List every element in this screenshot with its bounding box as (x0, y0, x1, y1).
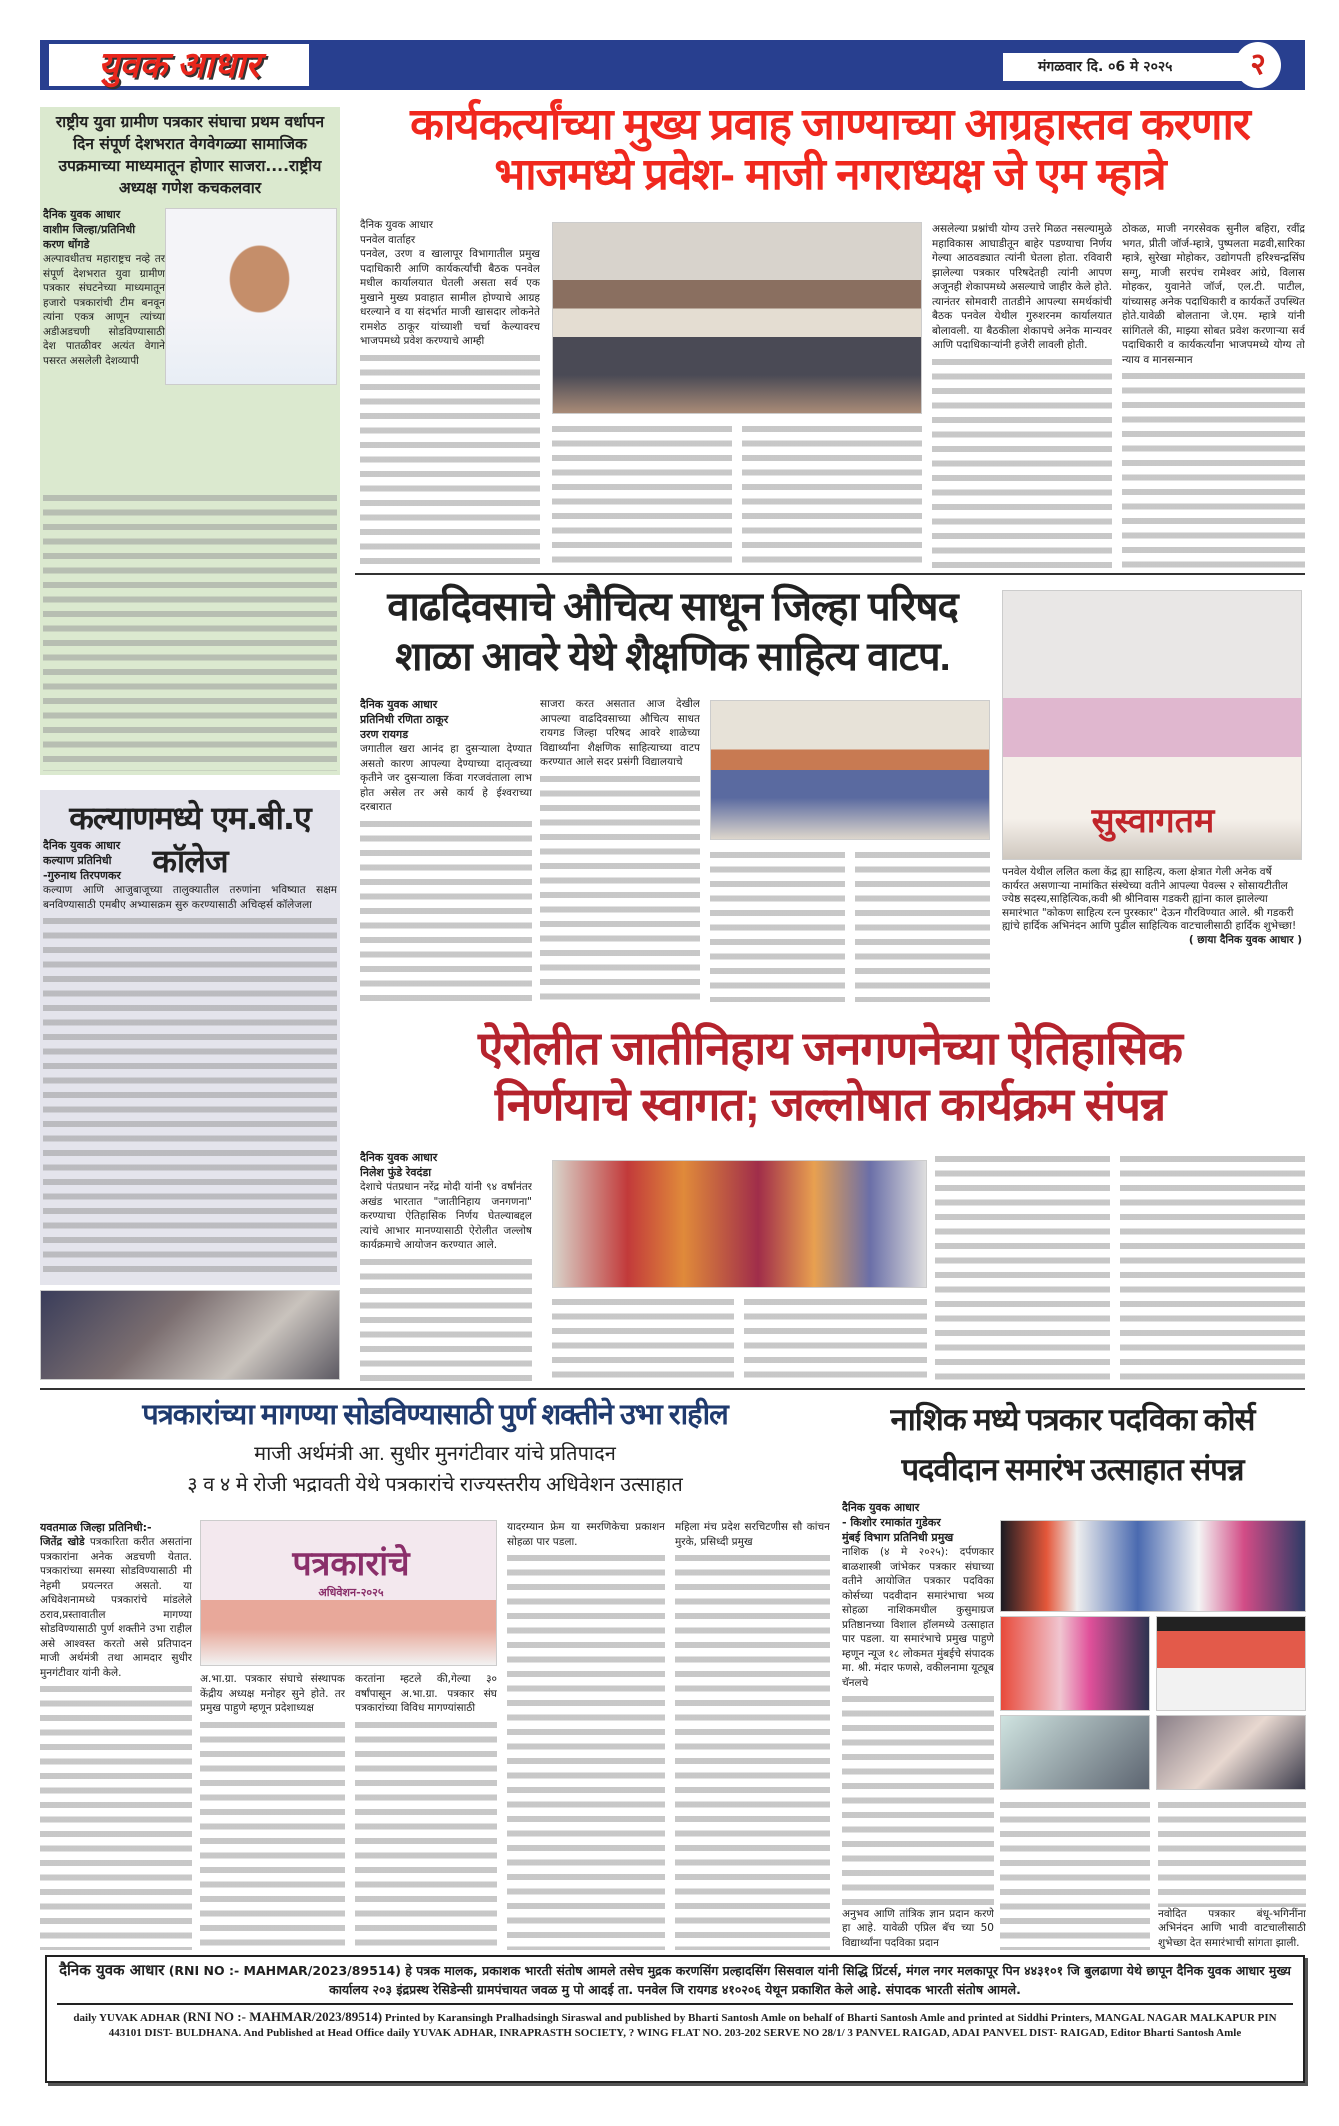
lead-column-2 (552, 420, 732, 568)
byline-paper: दैनिक युवक आधार (360, 698, 438, 711)
airoli-headline (355, 1020, 1305, 1132)
byline-place: पनवेल वार्ताहर (360, 233, 416, 246)
graduation-group-photo (1000, 1520, 1306, 1612)
byline-paper: दैनिक युवक आधार (43, 839, 121, 852)
school-distribution-photo (710, 700, 990, 840)
patrakar-column-2 (200, 1672, 345, 1950)
issue-date: मंगळवार दि. ०6 मे २०२५ (1003, 53, 1248, 81)
airoli-headline-line-1: ऐरोलीत जातीनिहाय जनगणनेच्या ऐतिहासिक (478, 1022, 1182, 1074)
zp-headline-line-1: वाढदिवसाचे औचित्य साधून जिल्हा परिषद (387, 585, 958, 629)
byline-paper: दैनिक युवक आधार (43, 208, 121, 221)
masthead (40, 40, 1305, 90)
section-divider (355, 573, 1305, 575)
zp-column-4 (855, 846, 990, 1002)
nashik-tail-text: अनुभव आणि तांत्रिक ज्ञान प्रदान करणे हा आहे. यावेळी एप्रिल बॅच च्या 50 विद्यार्थ्यांना पदविका प्रदान (842, 1907, 994, 1949)
patrakar-col4-text: यादरम्यान फ्रेम या स्मरणिकेचा प्रकाशन सोहळा पार पडला. (507, 1521, 665, 1548)
convention-banner-subtext: अधिवेशन-२०२५ (318, 1586, 384, 1599)
lead-headline-line-2: भाजमध्ये प्रवेश- माजी नगराध्यक्ष जे एम म्हात्रे (494, 150, 1166, 199)
airoli-column-2 (552, 1293, 734, 1383)
kalyan-body (43, 838, 337, 1278)
patrakar-col3-text: करतांना म्हटले की,गेल्या ३० वर्षांपासून अ.भा.ग्रा. पत्रकार संघ पत्रकारांच्या विविध मागण्यांसाठी (355, 1673, 497, 1714)
newspaper-logo: युवक आधार (49, 44, 309, 86)
patrakar-subhead-2: ३ व ४ मे रोजी भद्रावती येथे पत्रकारांचे राज्यस्तरीय अधिवेशन उत्साहात (187, 1474, 683, 1496)
patrakar-column-3 (355, 1672, 497, 1950)
lead-column-4 (932, 222, 1112, 568)
page-number: २ (1235, 42, 1281, 88)
byline-reporter: जितेंद्र खोडे (40, 1536, 85, 1548)
nashik-closing-text: नवोदित पत्रकार बंधू-भगिनींना अभिनंदन आणि भावी वाटचालीसाठी शुभेच्छा देत समारंभाची सांगता झाली. (1158, 1907, 1306, 1949)
nashik-headline-line-1: नाशिक मध्ये पत्रकार पदविका कोर्स (890, 1402, 1255, 1437)
imprint-marathi-text: (RNI NO :- MAHMAR/2023/89514) हे पत्रक मालक, प्रकाशक भारती संतोष आमले तसेच मुद्रक करणसिंग प्रल्हादसिंग सिसवाल यांनी सिद्धि प्रिंटर्स, मंगल नगर मलकापूर पिन ४४३१०१ जि बुलढाणा येथे छापून दैनिक युवक आधार मुख्य कार्यालय २०३ इंद्रप्रस्थ रेसिडेन्सी ग्रामपंचायत जवळ मु पो आदई ता. पनवेल जि रायगड ४१०२०६ येथून प्रकाशित केले आहे. संपादक भारती संतोष आमले. (168, 1963, 1291, 1997)
imprint-footer (45, 1955, 1305, 2083)
airoli-column-1 (360, 1150, 532, 1382)
nashik-headline (840, 1395, 1305, 1495)
welcome-banner-text: सुस्वागतम (1091, 801, 1215, 841)
imprint-english-text: Printed by Karansingh Pralhadsingh Siraswal and published by Bharti Santosh Amle on behalf of Bharti Santosh Amle and printed at Siddhi Printers, MANGAL NAGAR MALKAPUR PIN 443101 DIST- BULDHANA. And Published at Head Office daily YUVAK ADHAR, INRAPRASTH SOCIETY, ? WING FLAT NO. 203-202 SERVE NO 28/1/ 3 PANVEL RAIGAD, ADAI PANVEL DIST- RAIGAD, Editor Bharti Santosh Amle (108, 2012, 1277, 2039)
nashik-column-2 (1000, 1796, 1150, 1950)
byline-paper: दैनिक युवक आधार (360, 219, 434, 231)
zp-headline (355, 582, 990, 682)
patrakar-col2-text: अ.भा.ग्रा. पत्रकार संघाचे संस्थापक केंद्रीय अध्यक्ष मनोहर सुने होते. तर प्रमुख पाहुणे म्हणून प्रदेशाध्यक्ष (200, 1673, 345, 1714)
section-divider (40, 1388, 1305, 1390)
byline-reporter: करण धोंगडे (43, 238, 90, 251)
lead-col4-text: असलेल्या प्रश्नांची योग्य उत्तरे मिळत नसल्यामुळे महाविकास आघाडीतून बाहेर पडण्याचा निर्णय गेल्या आठवड्यात त्यांनी घेतला होता. रविवारी झालेल्या पत्रकार परिषदेतही त्यांनी आपण अजूनही शेकापमध्ये असल्याचे जाहीर केले होते. त्यानंतर सोमवारी तातडीने आपल्या समर्थकांची बैठक पनवेल येथील गुरुशरनम कार्यालयात बोलावली. या बैठकीला शेकापचे अनेक मान्यवर आणि पदाधिकाऱ्यांनी हजेरी लावली होती. (932, 223, 1112, 351)
photo-credit: ( छाया दैनिक युवक आधार ) (1188, 933, 1302, 946)
award-handover-photo (1000, 1616, 1150, 1711)
left-story-box (40, 107, 340, 775)
left-story-body: अल्पावधीतच महाराष्ट्रच नव्हे तर संपूर्ण देशभरात युवा ग्रामीण पत्रकार संघटनेच्या माध्यमातून हजारो पत्रकारांची टीम बनवून त्यांना एकत्र आणून त्यांच्या अडीअडचणी सोडविण्यासाठी देश पातळीवर अत्यंत वेगाने पसरत असलेली देशव्यापी (43, 253, 165, 367)
imprint-rni: (RNI NO :- MAHMAR/2023/89514) (183, 2009, 383, 2024)
zp-headline-line-2: शाळा आवरे येथे शैक्षणिक साहित्य वाटप. (395, 635, 950, 679)
stage-banner-photo (1156, 1616, 1306, 1711)
imprint-divider (57, 2003, 1293, 2005)
caption-text: पनवेल येथील ललित कला केंद्र ह्या साहित्य, कला क्षेत्रात गेली अनेक वर्षे कार्यरत असणाऱ्या नामांकित संस्थेच्या वतीने आपल्या पेवल्स २ सोसायटीतील ज्येष्ठ सदस्य,साहित्यिक,कवी श्री श्रीनिवास गडकरी ह्यांना काल झालेल्या समारंभात "कोकण साहित्य रत्न पुरस्कार" देऊन गौरविण्यात आले. श्री गडकरी ह्यांचे हार्दिक अभिनंदन आणि पुढील साहित्यिक वाटचालीसाठी हार्दिक शुभेच्छा! (1002, 866, 1297, 932)
byline-designation: मुंबई विभाग प्रतिनिधी प्रमुख (842, 1531, 954, 1544)
zp-col1-text: जगातील खरा आनंद हा दुसऱ्याला देण्यात असतो कारण आपल्या देण्याच्या दातृत्वच्या कृतीने जर दुसऱ्याला किंवा गरजवंताला लाभ होत असेल तर असे कार्य हे ईश्वराच्या दरबारात (360, 743, 532, 813)
lead-col1-text: पनवेल, उरण व खालापूर विभागातील प्रमुख पदाधिकारी आणि कार्यकर्त्यांची बैठक पनवेल मधील कार्यालयात घेतली असता सर्व एक मुखाने मुख्य प्रवाहात सामील होण्याचे आग्रह धरल्याने व या संदर्भात माजी खासदार लोकनेते रामशेठ ठाकूर यांच्याशी चर्चा केल्यावरच भाजपमध्ये प्रवेश करण्याचे आम्ही (360, 248, 540, 347)
airoli-column-3 (744, 1293, 927, 1383)
byline-reporter: - किशोर रमाकांत गुडेकर (842, 1516, 941, 1529)
award-photo-caption (1002, 866, 1302, 947)
nashik-body-text: नाशिक (४ मे २०२५): दर्पणकार बाळशास्त्री जांभेकर पत्रकार संघाच्या वतीने आयोजित पत्रकार पदविका कोर्सच्या पदवीदान समारंभाचा भव्य सोहळा नाशिकमधील कुसुमाग्रज प्रतिष्ठानच्या विशाल हॉलमध्ये उत्साहात पार पडला. या समारंभाचे प्रमुख पाहुणे म्हणून न्यूज १८ लोकमत मुंबईचे संपादक मा. श्री. मंदार फणसे, वकीलनामा यूट्यूब चॅनलचे (842, 1546, 994, 1689)
patrakar-body-text: पत्रकारिता करीत असतांना पत्रकारांना अनेक अडचणी येतात. पत्रकारांच्या समस्या सोडविण्यासाठी मी नेहमी प्रयत्नरत असतो. या अधिवेशनामध्ये पत्रकारांचे मांडलेले ठराव,प्रस्तावातील मागण्या सोडविण्यासाठी पुर्ण शक्तीने उभा राहील असे आश्वस्त करतो असे प्रतिपादन माजी अर्थमंत्री तथा आमदार सुधीर मुनगंटीवार यांनी केले. (40, 1536, 192, 1679)
lead-headline (355, 100, 1305, 200)
nashik-column-1 (842, 1500, 994, 1950)
left-story-column-1 (43, 207, 165, 487)
mba-classroom-photo (40, 1290, 340, 1380)
imprint-marathi (57, 1961, 1293, 1999)
patrakar-column-4 (507, 1520, 665, 1950)
nashik-headline-line-2: पदवीदान समारंभ उत्साहात संपन्न (901, 1452, 1244, 1487)
byline-place: उरण रायगड (360, 728, 409, 741)
byline-paper: दैनिक युवक आधार (360, 1151, 438, 1164)
patrakar-subhead-1: माजी अर्थमंत्री आ. सुधीर मुनगंटीवार यांचे प्रतिपादन (254, 1443, 616, 1465)
airoli-column-5 (1120, 1150, 1305, 1382)
patrakar-col5-text: महिला मंच प्रदेश सरचिटणीस सौ कांचन मुरके, प्रसिध्दी प्रमुख (675, 1521, 830, 1548)
zp-column-3 (710, 846, 845, 1002)
byline-place: वाशीम जिल्हा/प्रतिनिधी (43, 223, 136, 236)
patrakar-column-5 (675, 1520, 830, 1950)
byline-place: यवतमाळ जिल्हा प्रतिनिधी:- (40, 1521, 152, 1534)
lead-column-3 (742, 420, 922, 568)
lead-column-1 (360, 218, 540, 568)
kalyan-story-box (40, 790, 340, 1285)
patrakar-column-1 (40, 1520, 192, 1950)
byline-reporter: -गुरुनाथ तिरपणकर (43, 869, 121, 882)
audience-photo-2 (1156, 1715, 1306, 1790)
byline-place: कल्याण प्रतिनिधी (43, 854, 112, 867)
convention-stage-photo (200, 1520, 497, 1666)
imprint-english-name: daily YUVAK ADHAR (73, 2012, 181, 2024)
imprint-paper-name: दैनिक युवक आधार (59, 1961, 165, 1979)
audience-photo-1 (1000, 1715, 1150, 1790)
airoli-headline-line-2: निर्णयाचे स्वागत; जल्लोषात कार्यक्रम संपन्न (494, 1078, 1166, 1130)
lead-headline-line-1: कार्यकर्त्यांच्या मुख्य प्रवाह जाण्याच्या आग्रहास्तव करणार (410, 100, 1250, 149)
zp-col2-text: साजरा करत असतात आज देखील आपल्या वाढदिवसाच्या औचित्य साधत रायगड जिल्हा परिषद आवरे शाळेच्या विद्यार्थ्यांना शैक्षणिक साहित्याच्या वाटप करण्यात आले सदर प्रसंगी विद्यालयाचे (540, 698, 700, 768)
imprint-english (57, 2009, 1293, 2041)
byline-reporter: निलेश फुंडे रेवदंडा (360, 1166, 432, 1179)
airoli-column-4 (935, 1150, 1110, 1382)
patrakar-headline: पत्रकारांच्या मागण्या सोडविण्यासाठी पुर्ण शक्तीने उभा राहील (142, 1399, 728, 1431)
zp-column-1 (360, 697, 532, 1002)
award-ceremony-photo (1002, 590, 1302, 860)
left-story-column-2 (43, 489, 337, 771)
convention-banner-text: पत्रकारांचे (292, 1544, 410, 1584)
zp-column-2 (540, 697, 700, 1002)
lead-col5-text: ठोकळ, माजी नगरसेवक सुनील बहिरा, रवींद्र भगत, प्रीती जॉर्ज-म्हात्रे, पुष्पलता मढवी,सारिका म्हात्रे, सुरेखा मोहोकर, उद्योगपती हरिश्चन्द्रसिंघ सग्गु, माजी सरपंच रामेश्वर आंग्रे, विलास मोहकर, युवानेते जॉर्ज, एल.टी. पाटील, यांच्यासह अनेक पदाधिकारी व कार्यकर्ते उपस्थित होते.यावेळी बोलताना जे.एम. म्हात्रे यांनी सांगितले की, माझ्या सोबत प्रवेश करणाऱ्या सर्व पदाधिकारी व कार्यकर्त्यांना भाजपमध्ये योग्य तो न्याय व मानसन्मान (1122, 223, 1305, 366)
byline-reporter: प्रतिनिधी रणिता ठाकूर (360, 713, 449, 726)
left-story-headline: राष्ट्रीय युवा ग्रामीण पत्रकार संघाचा प्रथम वर्धापन दिन संपूर्ण देशभरात वेगवेगळ्या सामाजिक उपक्रमाच्या माध्यमातून होणार साजरा....राष्ट्रीय अध्यक्ष गणेश कचकलवार (55, 113, 325, 197)
lead-column-5 (1122, 222, 1305, 568)
reporter-portrait-photo (165, 208, 337, 385)
airoli-body-text: देशाचे पंतप्रधान नरेंद्र मोदी यांनी ९४ वर्षांनंतर अखंड भारतात "जातीनिहाय जनगणना" करण्याचा ऐतिहासिक निर्णय घेतल्याबद्दल त्यांचे आभार मानण्यासाठी ऐरोलीत जल्लोष कार्यक्रमाचे आयोजन करण्यात आले. (360, 1181, 532, 1251)
party-meeting-photo (552, 222, 922, 414)
byline-paper: दैनिक युवक आधार (842, 1501, 920, 1514)
celebration-crowd-photo (552, 1160, 927, 1288)
kalyan-body-text: कल्याण आणि आजुबाजूच्या तालुक्यातील तरुणांना भविष्यात सक्षम बनविण्यासाठी एमबीए अभ्यासक्रम सुरु करण्यासाठी अचिव्हर्स कॉलेजला (43, 884, 337, 911)
kalyan-headline: कल्याणमध्ये एम.बी.ए कॉलेज (69, 799, 311, 880)
nashik-column-3 (1158, 1796, 1306, 1950)
